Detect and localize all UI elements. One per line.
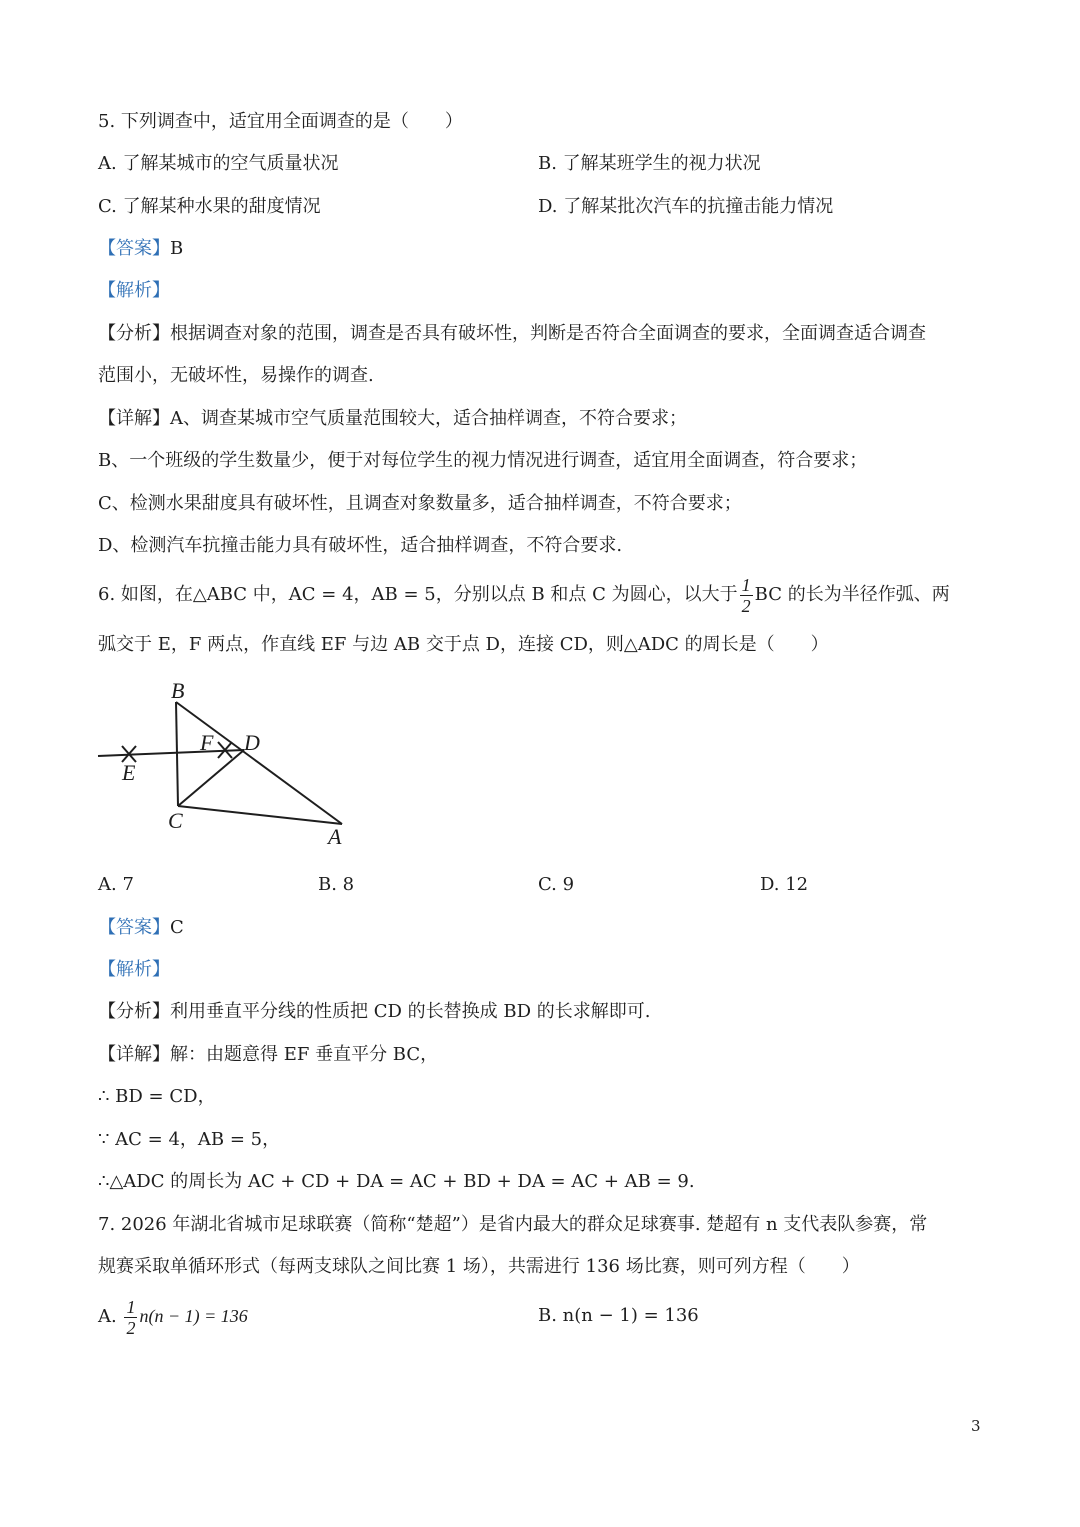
q7-option-b: B. n(n − 1) = 136 — [538, 1305, 699, 1326]
q5-detail-tag: 【详解】 — [98, 408, 170, 429]
q6-option-b: B. 8 — [318, 874, 355, 895]
q5-fenxi-line-2: 范围小，无破坏性，易操作的调查. — [98, 365, 374, 386]
q6-fenxi-text: 利用垂直平分线的性质把 CD 的长替换成 BD 的长求解即可. — [170, 1001, 651, 1022]
q5-fenxi-text-1: 根据调查对象的范围，调查是否具有破坏性，判断是否符合全面调查的要求，全面调查适合调查 — [170, 323, 926, 344]
q6-option-c: C. 9 — [538, 874, 575, 895]
q6-fenxi-tag: 【分析】 — [98, 1001, 170, 1022]
q6-answer: C — [170, 917, 184, 938]
label-c: C — [168, 808, 183, 833]
q5-fenxi-line-1 — [98, 322, 926, 346]
q5-detail-line-2: B、一个班级的学生数量少，便于对每位学生的视力情况进行调查，适宜用全面调查，符合要求； — [98, 450, 868, 471]
q5-detail-line-1 — [98, 407, 687, 431]
q5-answer-tag: 【答案】 — [98, 238, 170, 259]
q5-option-b: B. 了解某班学生的视力状况 — [538, 153, 761, 174]
q5-answer: B — [170, 238, 184, 259]
segment-ba — [176, 702, 342, 824]
q7-option-a — [98, 1293, 248, 1340]
q7-frac-numerator: 1 — [126, 1296, 136, 1317]
q7-option-a-fraction — [124, 1297, 137, 1338]
label-e: E — [122, 760, 136, 785]
q5-option-c: C. 了解某种水果的甜度情况 — [98, 196, 321, 217]
triangle-figure — [94, 676, 354, 852]
q6-answer-tag: 【答案】 — [98, 917, 170, 938]
q5-option-d: D. 了解某批次汽车的抗撞击能力情况 — [538, 196, 834, 217]
q7-option-a-label: A. — [98, 1306, 117, 1327]
q7-frac-denominator: 2 — [126, 1317, 136, 1338]
q5-detail-line-3: C、检测水果甜度具有破坏性，且调查对象数量多，适合抽样调查，不符合要求； — [98, 493, 742, 514]
q5-fenxi-tag: 【分析】 — [98, 323, 170, 344]
q6-fenxi-line — [98, 1000, 650, 1024]
label-f: F — [200, 730, 214, 755]
q6-detail-tag: 【详解】 — [98, 1044, 170, 1065]
q6-detail-text-1: 解：由题意得 EF 垂直平分 BC， — [170, 1044, 439, 1065]
q5-answer-line — [98, 237, 183, 261]
q5-option-a: A. 了解某城市的空气质量状况 — [98, 153, 339, 174]
q5-analysis-tag: 【解析】 — [98, 280, 170, 301]
label-d: D — [244, 730, 260, 755]
q6-detail-line-3: ∵ AC = 4，AB = 5， — [98, 1129, 281, 1150]
q5-detail-line-4: D、检测汽车抗撞击能力具有破坏性，适合抽样调查，不符合要求. — [98, 535, 623, 556]
q6-answer-line — [98, 916, 184, 940]
q6-half-fraction — [740, 575, 753, 616]
q6-option-a: A. 7 — [98, 874, 134, 895]
q6-option-d: D. 12 — [760, 874, 809, 895]
label-a: A — [328, 824, 342, 849]
q6-detail-line-4: ∴△ADC 的周长为 AC + CD + DA = AC + BD + DA = AC + AB = 9. — [98, 1171, 695, 1192]
q6-frac-numerator: 1 — [741, 574, 751, 595]
q6-stem-line-1 — [98, 572, 950, 618]
segment-ca — [178, 806, 342, 824]
segment-bc — [176, 702, 178, 806]
label-b: B — [171, 678, 185, 703]
q6-frac-denominator: 2 — [741, 595, 751, 616]
q6-stem-line-2: 弧交于 E，F 两点，作直线 EF 与边 AB 交于点 D，连接 CD，则△ADC 的周长是（ ） — [98, 634, 829, 655]
q7-stem-line-2: 规赛采取单循环形式（每两支球队之间比赛 1 场），共需进行 136 场比赛，则可列方程（ ） — [98, 1256, 860, 1277]
q5-stem: 5. 下列调查中，适宜用全面调查的是（ ） — [98, 111, 463, 132]
q7-stem-line-1: 7. 2026 年湖北省城市足球联赛（简称“楚超”）是省内最大的群众足球赛事. 楚超有 n 支代表队参赛，常 — [98, 1214, 928, 1235]
q6-stem-part-1: 6. 如图，在△ABC 中，AC = 4，AB = 5，分别以点 B 和点 C 为圆心，以大于 — [98, 584, 738, 605]
q6-analysis-tag: 【解析】 — [98, 959, 170, 980]
q6-detail-line-2: ∴ BD = CD， — [98, 1086, 216, 1107]
q7-option-a-equation: n(n − 1) = 136 — [139, 1306, 248, 1326]
q6-detail-line-1 — [98, 1043, 438, 1067]
segment-cd — [178, 750, 244, 806]
page-number: 3 — [971, 1417, 981, 1435]
q5-detail-text-1: A、调查某城市空气质量范围较大，适合抽样调查，不符合要求； — [170, 408, 687, 429]
q6-stem-part-2: BC 的长为半径作弧、两 — [754, 584, 950, 605]
